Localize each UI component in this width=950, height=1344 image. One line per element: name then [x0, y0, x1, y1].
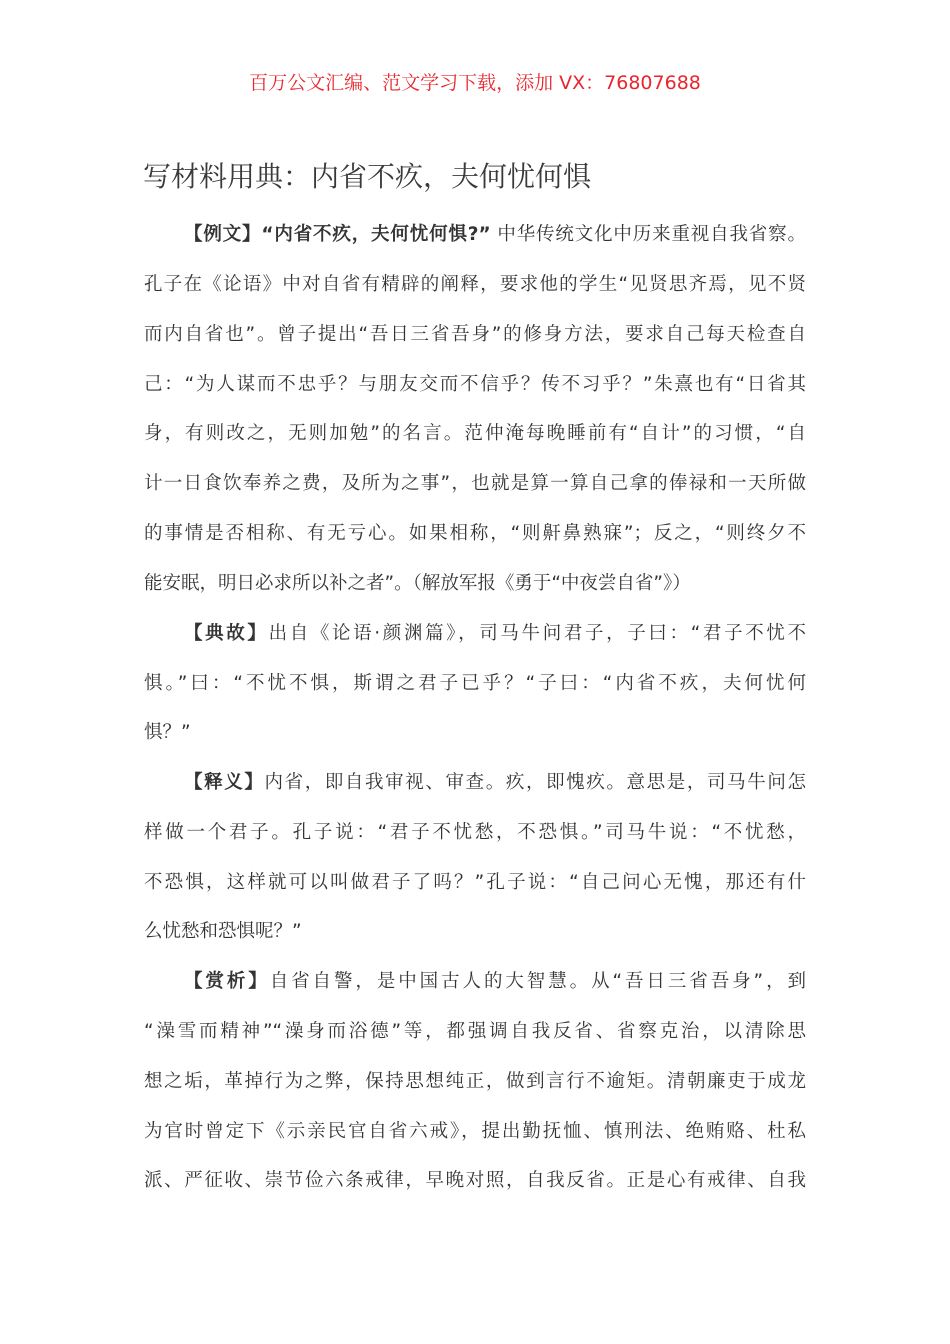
paragraph-label: 【释义】	[184, 772, 265, 793]
paragraph-line	[184, 223, 806, 247]
paragraph-line: 么忧愁和恐惧呢？”	[144, 921, 302, 942]
paragraph-line: 计一日食饮奉养之费，及所为之事”，也就是算一算自己拿的俸禄和一天所做	[144, 473, 806, 494]
paragraph-line: 想之垢，革掉行为之弊，保持思想纯正，做到言行不逾矩。清朝廉吏于成龙	[144, 1071, 806, 1092]
paragraph-line	[184, 970, 806, 994]
paragraph-line: 身，有则改之，无则加勉”的名言。范仲淹每晚睡前有“自计”的习惯，“自	[144, 423, 806, 444]
document-title: 写材料用典：内省不疚，夫何忧何惧	[143, 160, 592, 193]
line-text: 自省自警，是中国古人的大智慧。从“吾日三省吾身”，到	[269, 971, 806, 992]
paragraph-line: 能安眠，明日必求所以补之者”。（解放军报《勇于“中夜尝自省”》）	[144, 573, 691, 594]
paragraph-line: 惧？”	[144, 722, 191, 743]
paragraph-line	[184, 622, 806, 646]
paragraph-line: 派、严征收、崇节俭六条戒律，早晚对照，自我反省。正是心有戒律、自我	[144, 1170, 806, 1191]
paragraph-label: 【例文】“内省不疚，夫何忧何惧?”	[184, 224, 491, 245]
paragraph-line: 不恐惧，这样就可以叫做君子了吗？”孔子说：“自己问心无愧，那还有什	[144, 872, 806, 893]
paragraph-line: 孔子在《论语》中对自省有精辟的阐释，要求他的学生“见贤思齐焉，见不贤	[144, 274, 806, 295]
paragraph-label: 【典故】	[184, 623, 269, 644]
paragraph-line: 惧。”曰：“不忧不惧，斯谓之君子已乎？“子曰：“内省不疚，夫何忧何	[144, 673, 806, 694]
paragraph-line: 的事情是否相称、有无亏心。如果相称，“则鼾鼻熟寐”；反之，“则终夕不	[144, 523, 806, 544]
paragraph-line: 而内自省也”。曾子提出“吾日三省吾身”的修身方法，要求自己每天检查自	[144, 324, 806, 345]
line-text: 中华传统文化中历来重视自我省察。	[490, 224, 806, 245]
paragraph-line	[184, 771, 806, 795]
paragraph-line: 为官时曾定下《示亲民官自省六戒》，提出勤抚恤、慎刑法、绝贿赂、杜私	[144, 1121, 806, 1142]
line-text: 内省，即自我审视、审查。疚，即愧疚。意思是，司马牛问怎	[264, 772, 806, 793]
paragraph-line: “澡雪而精神”“澡身而浴德”等，都强调自我反省、省察克治，以清除思	[144, 1021, 806, 1042]
paragraph-line: 样做一个君子。孔子说：“君子不忧愁，不恐惧。”司马牛说：“不忧愁，	[144, 822, 806, 843]
watermark-banner: 百万公文汇编、范文学习下载，添加 VX：76807688	[249, 72, 701, 94]
paragraph-line: 己：“为人谋而不忠乎？与朋友交而不信乎？传不习乎？”朱熹也有“日省其	[144, 374, 806, 395]
line-text: 出自《论语·颜渊篇》，司马牛问君子，子曰：“君子不忧不	[268, 623, 806, 644]
paragraph-label: 【赏析】	[184, 971, 270, 992]
